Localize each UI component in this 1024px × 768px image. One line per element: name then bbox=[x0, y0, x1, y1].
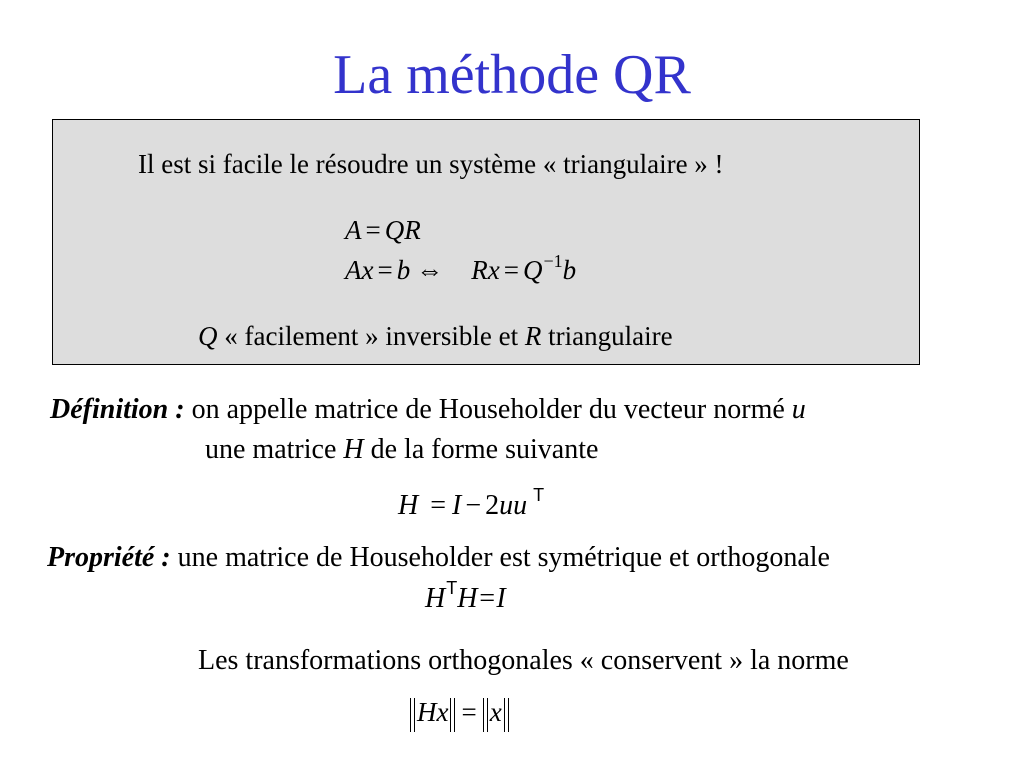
eq2-lhs: Ax bbox=[345, 255, 374, 285]
hf-uu: uu bbox=[499, 490, 528, 521]
definition-text2-pre: une matrice bbox=[205, 434, 344, 465]
eq2-rhs: b bbox=[396, 255, 411, 285]
equivalence-symbol: ⇔ bbox=[416, 255, 444, 285]
eq1-op: = bbox=[365, 215, 381, 245]
definition-text1: on appelle matrice de Householder du vecteur normé bbox=[184, 394, 792, 425]
eq1-lhs: A bbox=[345, 215, 362, 245]
eq2-op: = bbox=[377, 255, 393, 285]
eq2-exponent: −1 bbox=[543, 251, 563, 271]
of-transpose: T bbox=[446, 578, 458, 598]
definition-u: u bbox=[791, 394, 806, 425]
note-text1: « facilement » inversible et bbox=[217, 321, 525, 351]
of-h1: H bbox=[425, 583, 446, 614]
note-q: Q bbox=[198, 321, 218, 351]
norm-formula bbox=[408, 696, 511, 732]
note-r: R bbox=[524, 321, 542, 351]
eq2-lhs2: Rx bbox=[471, 255, 500, 285]
hf-h: H bbox=[398, 490, 419, 521]
norm-eq: = bbox=[461, 697, 477, 727]
property-label: Propriété : bbox=[47, 542, 171, 573]
hf-eq: = bbox=[430, 490, 447, 521]
hf-two: 2 bbox=[485, 490, 500, 521]
hf-minus: − bbox=[465, 490, 482, 521]
note-text2: triangulaire bbox=[541, 321, 673, 351]
hf-transpose: T bbox=[533, 485, 545, 505]
norm-bar-left-2 bbox=[483, 698, 488, 732]
definition-h: H bbox=[343, 434, 364, 465]
equation-ax-equals-b bbox=[345, 251, 577, 289]
slide-title: La méthode QR bbox=[333, 44, 691, 106]
property-line bbox=[47, 541, 830, 575]
householder-formula bbox=[398, 485, 545, 525]
norm-bar-right-2 bbox=[504, 698, 509, 732]
norm-bar-right-1 bbox=[450, 698, 455, 732]
property-text: une matrice de Householder est symétrique et orthogonale bbox=[170, 542, 830, 573]
box-intro: Il est si facile le résoudre un système « triangulaire » ! bbox=[138, 149, 724, 179]
definition-line2 bbox=[205, 433, 598, 467]
definition-line1 bbox=[50, 393, 806, 427]
equation-a-equals-qr bbox=[345, 214, 421, 246]
orthogonal-formula bbox=[425, 578, 506, 618]
norm-lhs: Hx bbox=[417, 697, 449, 727]
of-rest: H=I bbox=[457, 583, 506, 614]
eq2-op2: = bbox=[503, 255, 519, 285]
definition-text2-post: de la forme suivante bbox=[363, 434, 599, 465]
eq2-q: Q bbox=[522, 255, 543, 285]
definition-label: Définition : bbox=[50, 394, 185, 425]
box-note bbox=[198, 320, 673, 352]
hf-i: I bbox=[452, 490, 462, 521]
transform-text: Les transformations orthogonales « conservent » la norme bbox=[198, 645, 849, 676]
norm-bar-left-1 bbox=[410, 698, 415, 732]
norm-rhs: x bbox=[489, 697, 502, 727]
eq2-b: b bbox=[562, 255, 577, 285]
eq1-rhs: QR bbox=[384, 215, 421, 245]
